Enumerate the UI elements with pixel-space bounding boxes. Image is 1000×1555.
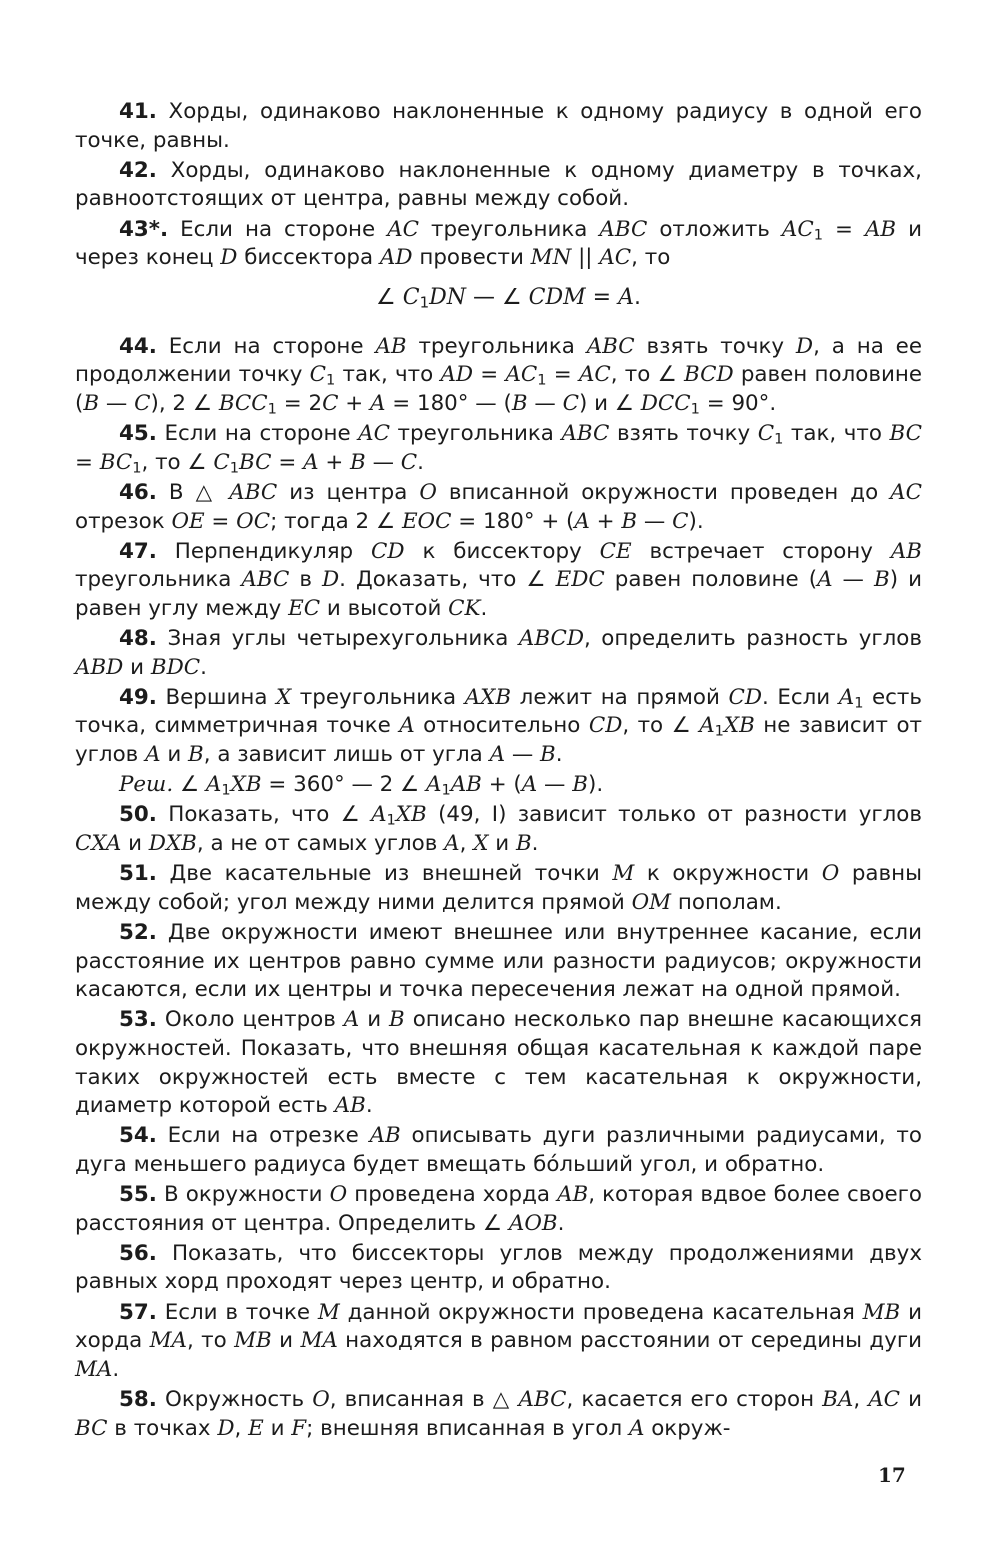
formula-43: ∠ $C_1DN$ — ∠ CDM = A. (376, 284, 641, 312)
problem-text: Если на стороне AB треугольника ABC взять точку D, а на ее продолжении точку $C_1$ так, что AD = $AC_1$ = AC, то ∠ BCD равен половине (B — C), 2 ∠ $BCC_1 = 2C + A = 180^\circ$ — (B — C) и ∠ $DCC_1 = 90^\circ$. (75, 333, 923, 418)
problem-item (75, 919, 922, 1005)
problem-number: 55. (119, 1182, 157, 1208)
problem-text: Хорды, одинаково наклоненные к одному диаметру в точках, равноотстоящих от центра, равны между собой. (75, 157, 922, 212)
problem-item (75, 216, 922, 273)
solution-49 (75, 771, 922, 800)
problem-text: Показать, что ∠ $A_1XB$ (49, I) зависит только от разности углов CXA и DXB, а не от самых углов A, X и B. (75, 802, 922, 856)
problem-text: Две касательные из внешней точки M к окружности O равны между собой; угол между ними делится прямой OM пополам. (75, 861, 923, 915)
problem-number: 53. (119, 1007, 157, 1033)
problem-number: 42. (119, 157, 157, 183)
solution-text: ∠ $A_1XB = 360^\circ$ — 2 ∠ $A_1AB + (A$ — B). (179, 772, 604, 799)
problem-text: Две окружности имеют внешнее или внутреннее касание, если расстояние их центров равно сумме или разности радиусов; окружности касаются, если их центры и точка пересечения лежат на одной прямой. (75, 919, 922, 1003)
problem-text: В △ ABC из центра O вписанной окружности проведен до AC отрезок OE = OC; тогда 2 ∠ EOC = 180° + (A + B — C). (75, 479, 922, 534)
problem-number: 50. (119, 802, 157, 828)
problem-list (75, 98, 922, 1443)
problem-number: 49. (119, 684, 157, 710)
problem-number: 57. (119, 1299, 157, 1325)
problem-item (75, 1181, 922, 1238)
problem-text: Если на стороне AC треугольника ABC отложить $AC_1$ = AB и через конец D биссектора AD провести MN || AC, то (75, 216, 923, 271)
problem-text: Показать, что биссекторы углов между продолжениями двух равных хорд проходят через центр, и обратно. (75, 1240, 922, 1295)
problem-item (75, 98, 922, 155)
problem-number: 51. (119, 861, 157, 887)
page-number: 17 (878, 1463, 906, 1487)
problem-text: Если на стороне AC треугольника ABC взять точку $C_1$ так, что BC = $BC_1$, то ∠ $C_1BC = A + B$ — C. (75, 421, 922, 477)
problem-number: 48. (119, 626, 157, 652)
problem-text: В окружности O проведена хорда AB, которая вдвое более своего расстояния от центра. Определить ∠ AOB. (75, 1182, 922, 1236)
problem-number: 54. (119, 1123, 157, 1149)
problem-item (75, 625, 922, 682)
problem-item (75, 801, 922, 858)
problem-text: Зная углы четырехугольника ABCD, определить разность углов ABD и BDC. (75, 626, 922, 680)
problem-number: 47. (119, 538, 157, 564)
problem-number: 58. (119, 1387, 157, 1413)
problem-number: 46. (119, 479, 157, 505)
problem-item (75, 684, 922, 770)
problem-number: 44. (119, 333, 157, 359)
problem-item (75, 860, 922, 917)
problem-number: 45. (119, 421, 157, 447)
problem-number: 52. (119, 919, 157, 945)
problem-text: Если на отрезке AB описывать дуги различными радиусами, то дуга меньшего радиуса будет вмещать бóльший угол, и обратно. (75, 1123, 922, 1177)
problem-item (75, 538, 922, 624)
problem-text: Около центров A и B описано несколько пар внешне касающихся окружностей. Показать, что внешняя общая касательная к каждой паре таких окружностей есть вместе с тем касательная к окружности, диаметр которой есть AB. (75, 1007, 922, 1119)
problem-item (75, 1122, 922, 1179)
problem-number: 43*. (119, 216, 169, 242)
problem-item (75, 1299, 922, 1385)
problem-item (75, 420, 922, 477)
problem-item (75, 333, 922, 419)
problem-text: Если в точке M данной окружности проведена касательная MB и хорда MA, то MB и MA находятся в равном расстоянии от середины дуги MA. (75, 1299, 922, 1382)
problem-text: Вершина X треугольника AXB лежит на прямой CD. Если $A_1$ есть точка, симметричная точке A относительно CD, то ∠ $A_1XB$ не зависит от углов A и B, а зависит лишь от угла A — B. (75, 684, 922, 768)
problem-item (75, 479, 922, 536)
problem-text: Перпендикуляр CD к биссектору CE встречает сторону AB треугольника ABC в D. Доказать, что ∠ EDC равен половине (A — B) и равен углу между EC и высотой CK. (75, 538, 922, 621)
problem-number: 56. (119, 1240, 157, 1266)
problem-item (75, 157, 922, 214)
problem-item (75, 1386, 922, 1443)
problem-text: Хорды, одинаково наклоненные к одному радиусу в одной его точке, равны. (75, 99, 922, 153)
problem-item (75, 1240, 922, 1297)
problem-number: 41. (119, 99, 157, 124)
problem-text: Окружность O, вписанная в △ ABC, касается его сторон BA, AC и BC в точках D, E и F; внешняя вписанная в угол A окруж- (75, 1387, 922, 1441)
solution-label: Реш. (119, 772, 174, 798)
problem-item (75, 1006, 922, 1120)
